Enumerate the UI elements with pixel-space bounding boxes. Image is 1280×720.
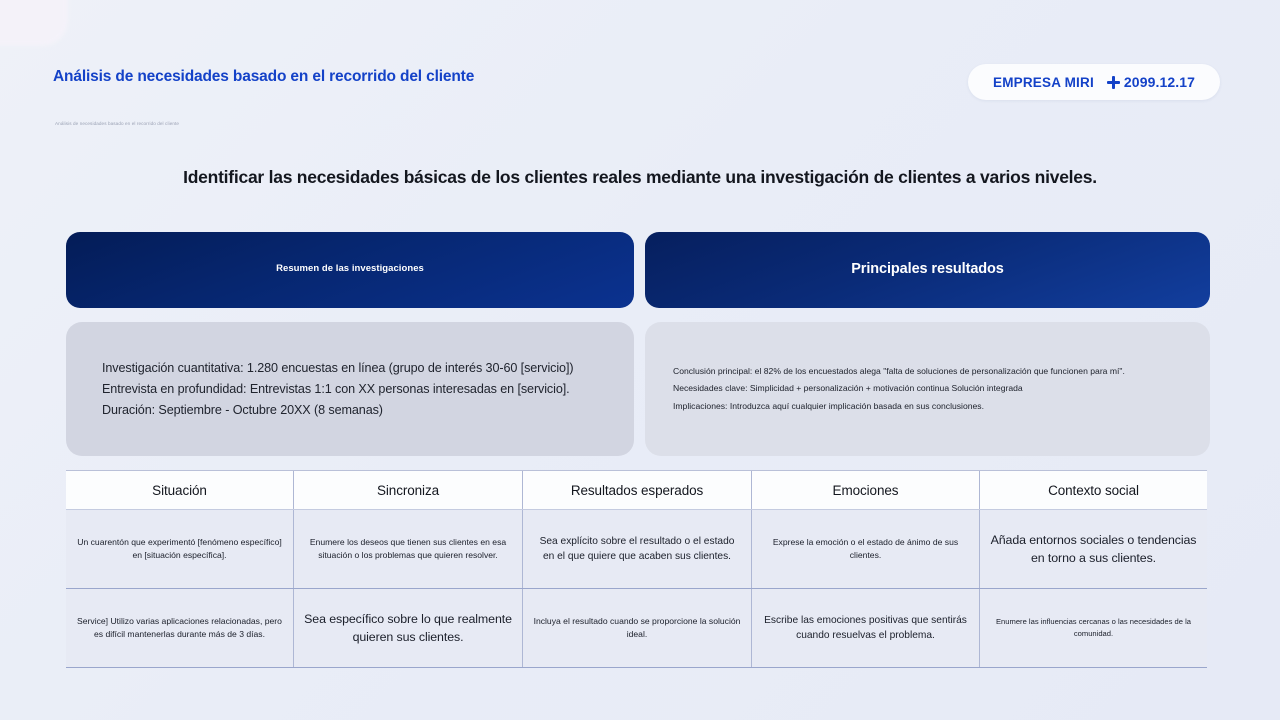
table-cell: Un cuarentón que experimentó [fenómeno específico] en [situación específica]. [66, 510, 294, 588]
brand-date: 2099.12.17 [1123, 74, 1195, 90]
customer-journey-table [66, 470, 1207, 668]
research-summary-card [66, 232, 634, 456]
key-findings-line: Conclusión principal: el 82% de los encuestados alega "falta de soluciones de personalización que funcionen para mí". [673, 365, 1125, 376]
table-row [66, 589, 1207, 668]
key-findings-header [645, 232, 1210, 308]
table-header-emociones: Emociones [752, 471, 980, 509]
title-watermark: Análisis de necesidades basado en el recorrido del cliente [55, 121, 180, 126]
page-title: Análisis de necesidades basado en el recorrido del cliente [53, 68, 475, 85]
table-header-sincroniza: Sincroniza [294, 471, 523, 509]
research-summary-line: Entrevista en profundidad: Entrevistas 1:1 con XX personas interesadas en [servicio]. [102, 381, 570, 396]
table-cell: Escribe las emociones positivas que sentirás cuando resuelvas el problema. [752, 589, 980, 667]
key-findings-body [645, 322, 1210, 456]
table-cell: Enumere los deseos que tienen sus clientes en esa situación o los problemas que quieren resolver. [294, 510, 523, 588]
research-summary-line: Duración: Septiembre - Octubre 20XX (8 semanas) [102, 402, 383, 417]
table-row [66, 510, 1207, 589]
table-cell: Service] Utilizo varias aplicaciones relacionadas, pero es difícil mantenerlas durante más de 3 días. [66, 589, 294, 667]
summary-cards [66, 232, 1210, 456]
table-header-resultados: Resultados esperados [523, 471, 752, 509]
research-summary-line: Investigación cuantitativa: 1.280 encuestas en línea (grupo de interés 30-60 [servicio]) [102, 360, 574, 375]
objective-statement: Identificar las necesidades básicas de los clientes reales mediante una investigación de clientes a varios niveles. [183, 167, 1097, 187]
key-findings-card [645, 232, 1210, 456]
plus-icon [1107, 76, 1120, 89]
key-findings-line: Necesidades clave: Simplicidad + personalización + motivación continua Solución integrada [673, 383, 1023, 394]
table-header-situacion: Situación [66, 471, 294, 509]
research-summary-header [66, 232, 634, 308]
brand-date-group [1107, 74, 1195, 90]
key-findings-line: Implicaciones: Introduzca aquí cualquier implicación basada en sus conclusiones. [673, 400, 984, 411]
table-cell: Incluya el resultado cuando se proporcione la solución ideal. [523, 589, 752, 667]
table-cell: Sea específico sobre lo que realmente quieren sus clientes. [294, 589, 523, 667]
table-cell: Sea explícito sobre el resultado o el estado en el que quiere que acaben sus clientes. [523, 510, 752, 588]
key-findings-heading: Principales resultados [851, 261, 1004, 277]
table-header-row [66, 471, 1207, 510]
table-cell: Añada entornos sociales o tendencias en torno a sus clientes. [990, 533, 1197, 565]
corner-decoration [0, 0, 68, 46]
research-summary-body [66, 322, 634, 456]
table-cell: Exprese la emoción o el estado de ánimo de sus clientes. [752, 510, 980, 588]
table-cell: Enumere las influencias cercanas o las necesidades de la comunidad. [995, 617, 1192, 638]
brand-name: EMPRESA MIRI [993, 74, 1094, 90]
table-header-contexto-social: Contexto social [1048, 482, 1139, 498]
brand-badge[interactable] [968, 64, 1220, 100]
research-summary-heading: Resumen de las investigaciones [276, 262, 424, 274]
